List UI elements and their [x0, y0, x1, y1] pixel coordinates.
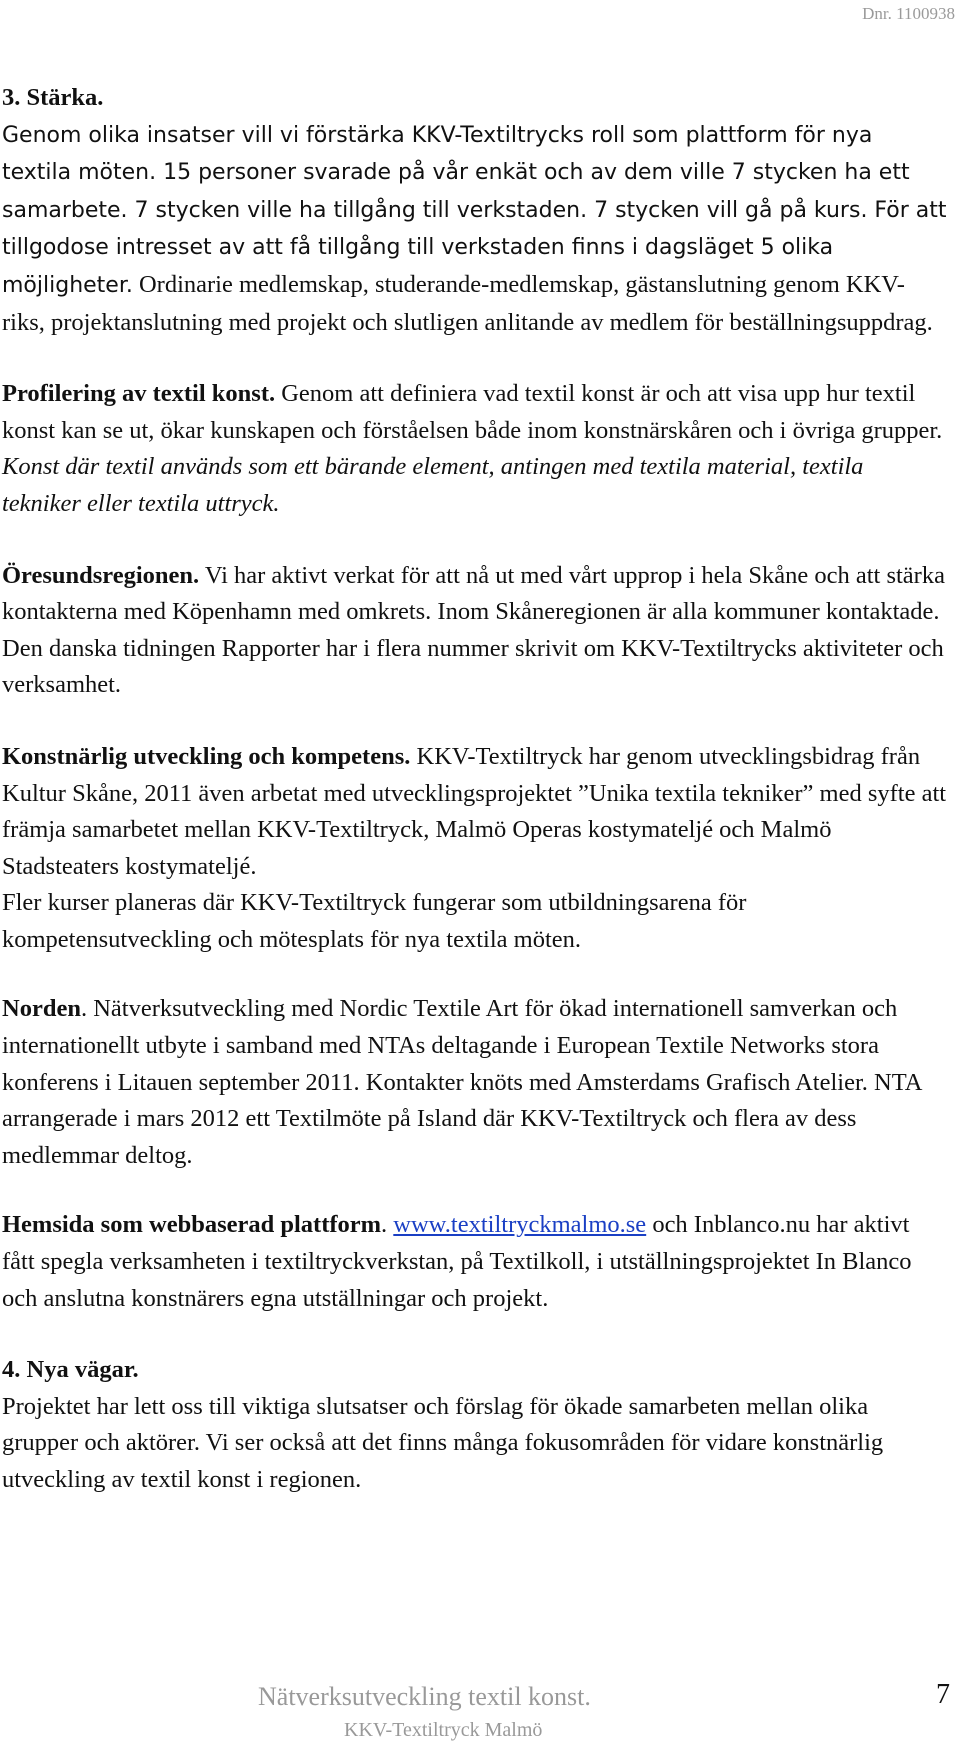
website-link[interactable]: www.textiltryckmalmo.se [393, 1211, 647, 1239]
hemsida-text: och Inblanco.nu har aktivt fått spegla verksamheten i textiltryckverkstan, på Textilkoll, i utställningsprojektet In Blanco och anslutna konstnärers egna utställningar och projekt. [2, 1211, 912, 1312]
section-hemsida [2, 1207, 947, 1317]
heading-hemsida: Hemsida som webbaserad plattform [2, 1211, 382, 1239]
footer-organization: KKV-Textiltryck Malmö [344, 1719, 543, 1741]
heading-norden: Norden [2, 995, 81, 1023]
section-oresund [2, 558, 947, 704]
konstnarlig-text: KKV-Textiltryck har genom utvecklingsbidrag från Kultur Skåne, 2011 även arbetat med utvecklingsprojektet ”Unika textila tekniker” med syfte att främja samarbetet mellan KKV-Textiltryck, Malmö Operas kostymateljé och Malmö Stadsteaters kostymateljé. [2, 742, 947, 880]
heading-starka: 3. Stärka. [2, 84, 104, 111]
section-starka [2, 80, 947, 341]
section-profilering [2, 376, 947, 522]
section-konstnarlig [2, 739, 947, 959]
heading-nya-vagar: 4. Nya vägar. [2, 1356, 139, 1384]
footer-title: Nätverksutveckling textil konst. [258, 1682, 591, 1711]
document-number: Dnr. 1100938 [862, 4, 955, 23]
nya-vagar-text: Projektet har lett oss till viktiga slutsatser och förslag för ökade samarbeten mellan olika grupper och aktörer. Vi ser också att det finns många fokusområden för vidare konstnärlig utveckling av textil konst i regionen. [2, 1392, 884, 1493]
starka-text-serif: Ordinarie medlemskap, studerande-medlemskap, gästanslutning genom KKV-riks, projektanslutning med projekt och slutligen anlitande av medlem för beställningsuppdrag. [2, 270, 933, 336]
norden-text: . Nätverksutveckling med Nordic Textile Art för ökad internationell samverkan och internationellt utbyte i samband med NTAs deltagande i European Textile Networks stora konferens i Litauen september 2011. Kontakter knöts med Amsterdams Grafisch Atelier. NTA arrangerade i mars 2012 ett Textilmöte på Island där KKV-Textiltryck och flera av dess medlemmar deltog. [2, 995, 922, 1169]
oresund-text: Vi har aktivt verkat för att nå ut med vårt upprop i hela Skåne och att stärka kontakterna med Köpenhamn med omkrets. Inom Skåneregionen är alla kommuner kontaktade. Den danska tidningen Rapporter har i flera nummer skrivit om KKV-Textiltrycks aktiviteter och verksamhet. [2, 561, 945, 699]
page-number: 7 [936, 1679, 950, 1710]
document-body [2, 80, 947, 1499]
konstnarlig-text2: Fler kurser planeras där KKV-Textiltryck fungerar som utbildningsarena för kompetensutveckling och mötesplats för nya textila möten. [2, 889, 747, 953]
profilering-italic: Konst där textil används som ett bärande element, antingen med textila material, textila tekniker eller textila uttryck. [2, 453, 864, 517]
hemsida-dot: . [381, 1211, 394, 1239]
heading-oresund: Öresundsregionen. [2, 561, 200, 589]
section-nya-vagar [2, 1352, 947, 1498]
profilering-text: Genom att definiera vad textil konst är och att visa upp hur textil konst kan se ut, ökar kunskapen och förståelsen både inom konstnärskåren och i övriga grupper. [2, 380, 943, 444]
heading-konstnarlig: Konstnärlig utveckling och kompetens. [2, 742, 411, 770]
section-norden [2, 991, 947, 1174]
heading-profilering: Profilering av textil konst. [2, 380, 276, 408]
starka-text-sans: Genom olika insatser vill vi förstärka KKV-Textiltrycks roll som plattform för nya textila möten. 15 personer svarade på vår enkät och av dem ville 7 stycken ha ett samarbete. 7 stycken ville ha tillgång till verkstaden. 7 stycken vill gå på kurs. För att tillgodose intresset av att få tillgång till verkstaden finns i dagsläget 5 olika möjligheter. [2, 122, 947, 298]
